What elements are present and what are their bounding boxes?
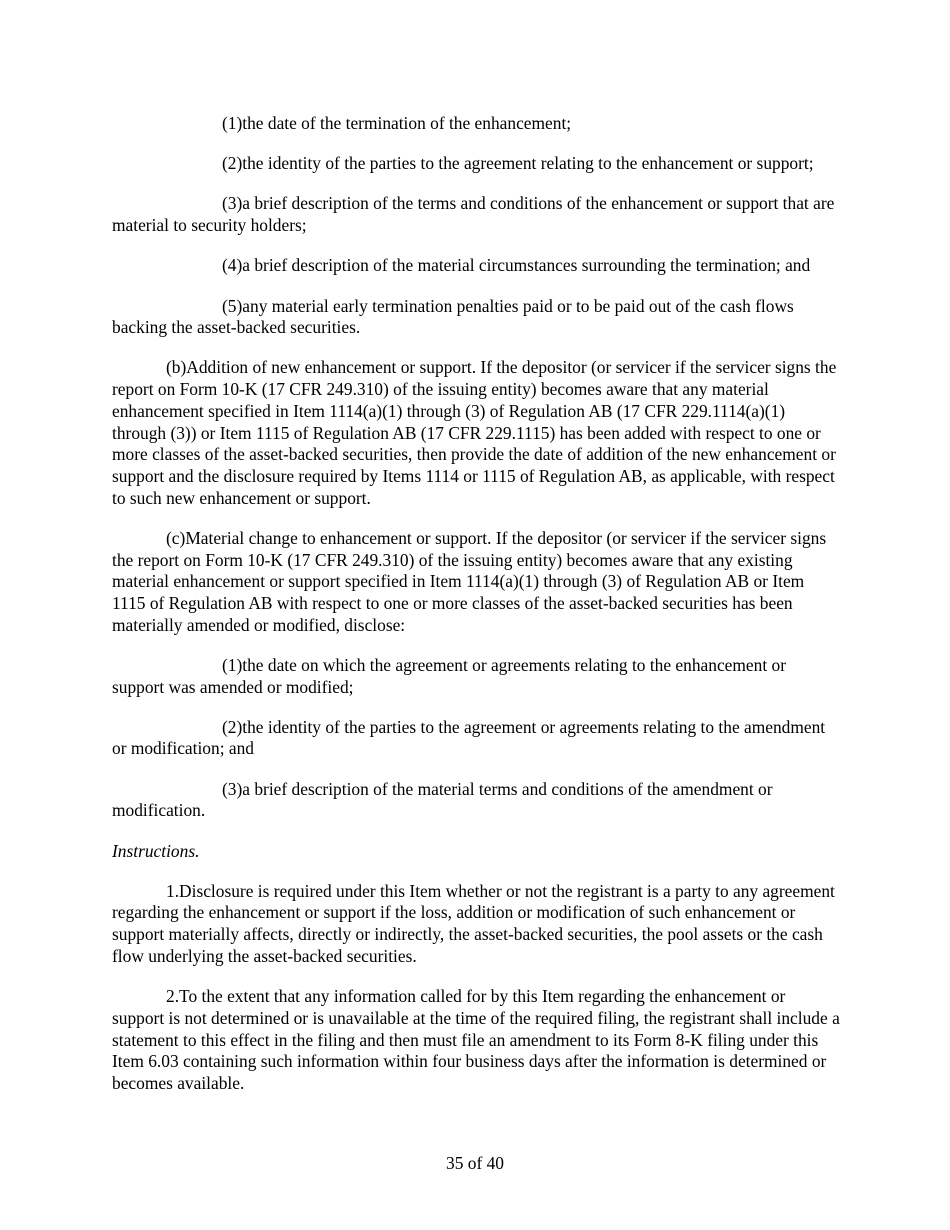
document-body — [112, 113, 840, 1113]
instruction-number: 1. — [166, 880, 180, 901]
item-number: (3) — [222, 193, 243, 214]
list-item-circumstances — [112, 255, 840, 277]
section-c-material-change — [112, 528, 840, 637]
item-number: (1) — [222, 113, 243, 133]
item-number: (3) — [222, 778, 243, 799]
section-letter: (b) — [166, 357, 187, 378]
instruction-text: To the extent that any information called for by this Item regarding the enhancement or support is not determined or is unavailable at the time of the required filing, the registrant shall include a statement to this effect in the filing and then must file an amendment to its Form 8-K filing under this Item 6.03 containing such information within four business days after the information is determined or becomes available. — [112, 986, 840, 1093]
section-letter: (c) — [166, 527, 186, 548]
item-number: (2) — [222, 716, 243, 737]
item-number: (5) — [222, 295, 243, 316]
list-item-parties-identity — [112, 153, 840, 175]
instruction-item — [112, 986, 840, 1095]
section-text: Material change to enhancement or support. If the depositor (or servicer if the servicer signs the report on Form 10-K (17 CFR 249.310) of the issuing entity) becomes aware that any existing material enhancement or support specified in Item 1114(a)(1) through (3) of Regulation AB or Item 1115 of Regulation AB with respect to one or more classes of the asset-backed securities has been materially amended or modified, disclose: — [112, 527, 827, 635]
page-number: 35 of 40 — [446, 1153, 504, 1173]
item-text: a brief description of the material circumstances surrounding the termination; and — [242, 255, 811, 276]
section-b-addition — [112, 357, 840, 509]
list-item-terms-description — [112, 193, 840, 236]
list-item-amendment-date — [112, 655, 840, 698]
instruction-text: Disclosure is required under this Item whether or not the registrant is a party to any agreement regarding the enhancement or support if the loss, addition or modification of such enhancement or support materially affects, directly or indirectly, the asset-backed securities, the pool assets or the cash flow underlying the asset-backed securities. — [112, 880, 835, 966]
instructions-heading: Instructions. — [112, 840, 200, 861]
section-text: Addition of new enhancement or support. If the depositor (or servicer if the servicer signs the report on Form 10-K (17 CFR 249.310) of the issuing entity) becomes aware that any material enhancement specified in Item 1114(a)(1) through (3) of Regulation AB (17 CFR 229.1114(a)(1) through (3)) or Item 1115 of Regulation AB (17 CFR 229.1115) has been added with respect to one or more classes of the asset-backed securities, then provide the date of addition of the new enhancement or support and the disclosure required by Items 1114 or 1115 of Regulation AB, as applicable, with respect to such new enhancement or support. — [112, 357, 837, 508]
list-item-penalties — [112, 296, 840, 339]
item-text: the identity of the parties to the agreement relating to the enhancement or support; — [242, 153, 814, 174]
item-number: (2) — [222, 153, 243, 174]
item-text: the date on which the agreement or agreements relating to the enhancement or support was amended or modified; — [112, 654, 786, 697]
item-number: (4) — [222, 255, 243, 276]
instruction-number: 2. — [166, 986, 180, 1007]
list-item-amendment-terms — [112, 779, 840, 822]
item-text: the identity of the parties to the agreement or agreements relating to the amendment or modification; and — [112, 716, 826, 759]
list-item-amendment-parties — [112, 717, 840, 760]
item-text: a brief description of the material terms and conditions of the amendment or modification. — [112, 778, 773, 821]
item-text: the date of the termination of the enhancement; — [242, 113, 572, 133]
list-item-termination-date — [112, 113, 840, 135]
item-text: a brief description of the terms and conditions of the enhancement or support that are material to security holders; — [112, 193, 835, 236]
item-text: any material early termination penalties paid or to be paid out of the cash flows backing the asset-backed securities. — [112, 295, 794, 338]
item-number: (1) — [222, 654, 243, 675]
instruction-item — [112, 881, 840, 968]
